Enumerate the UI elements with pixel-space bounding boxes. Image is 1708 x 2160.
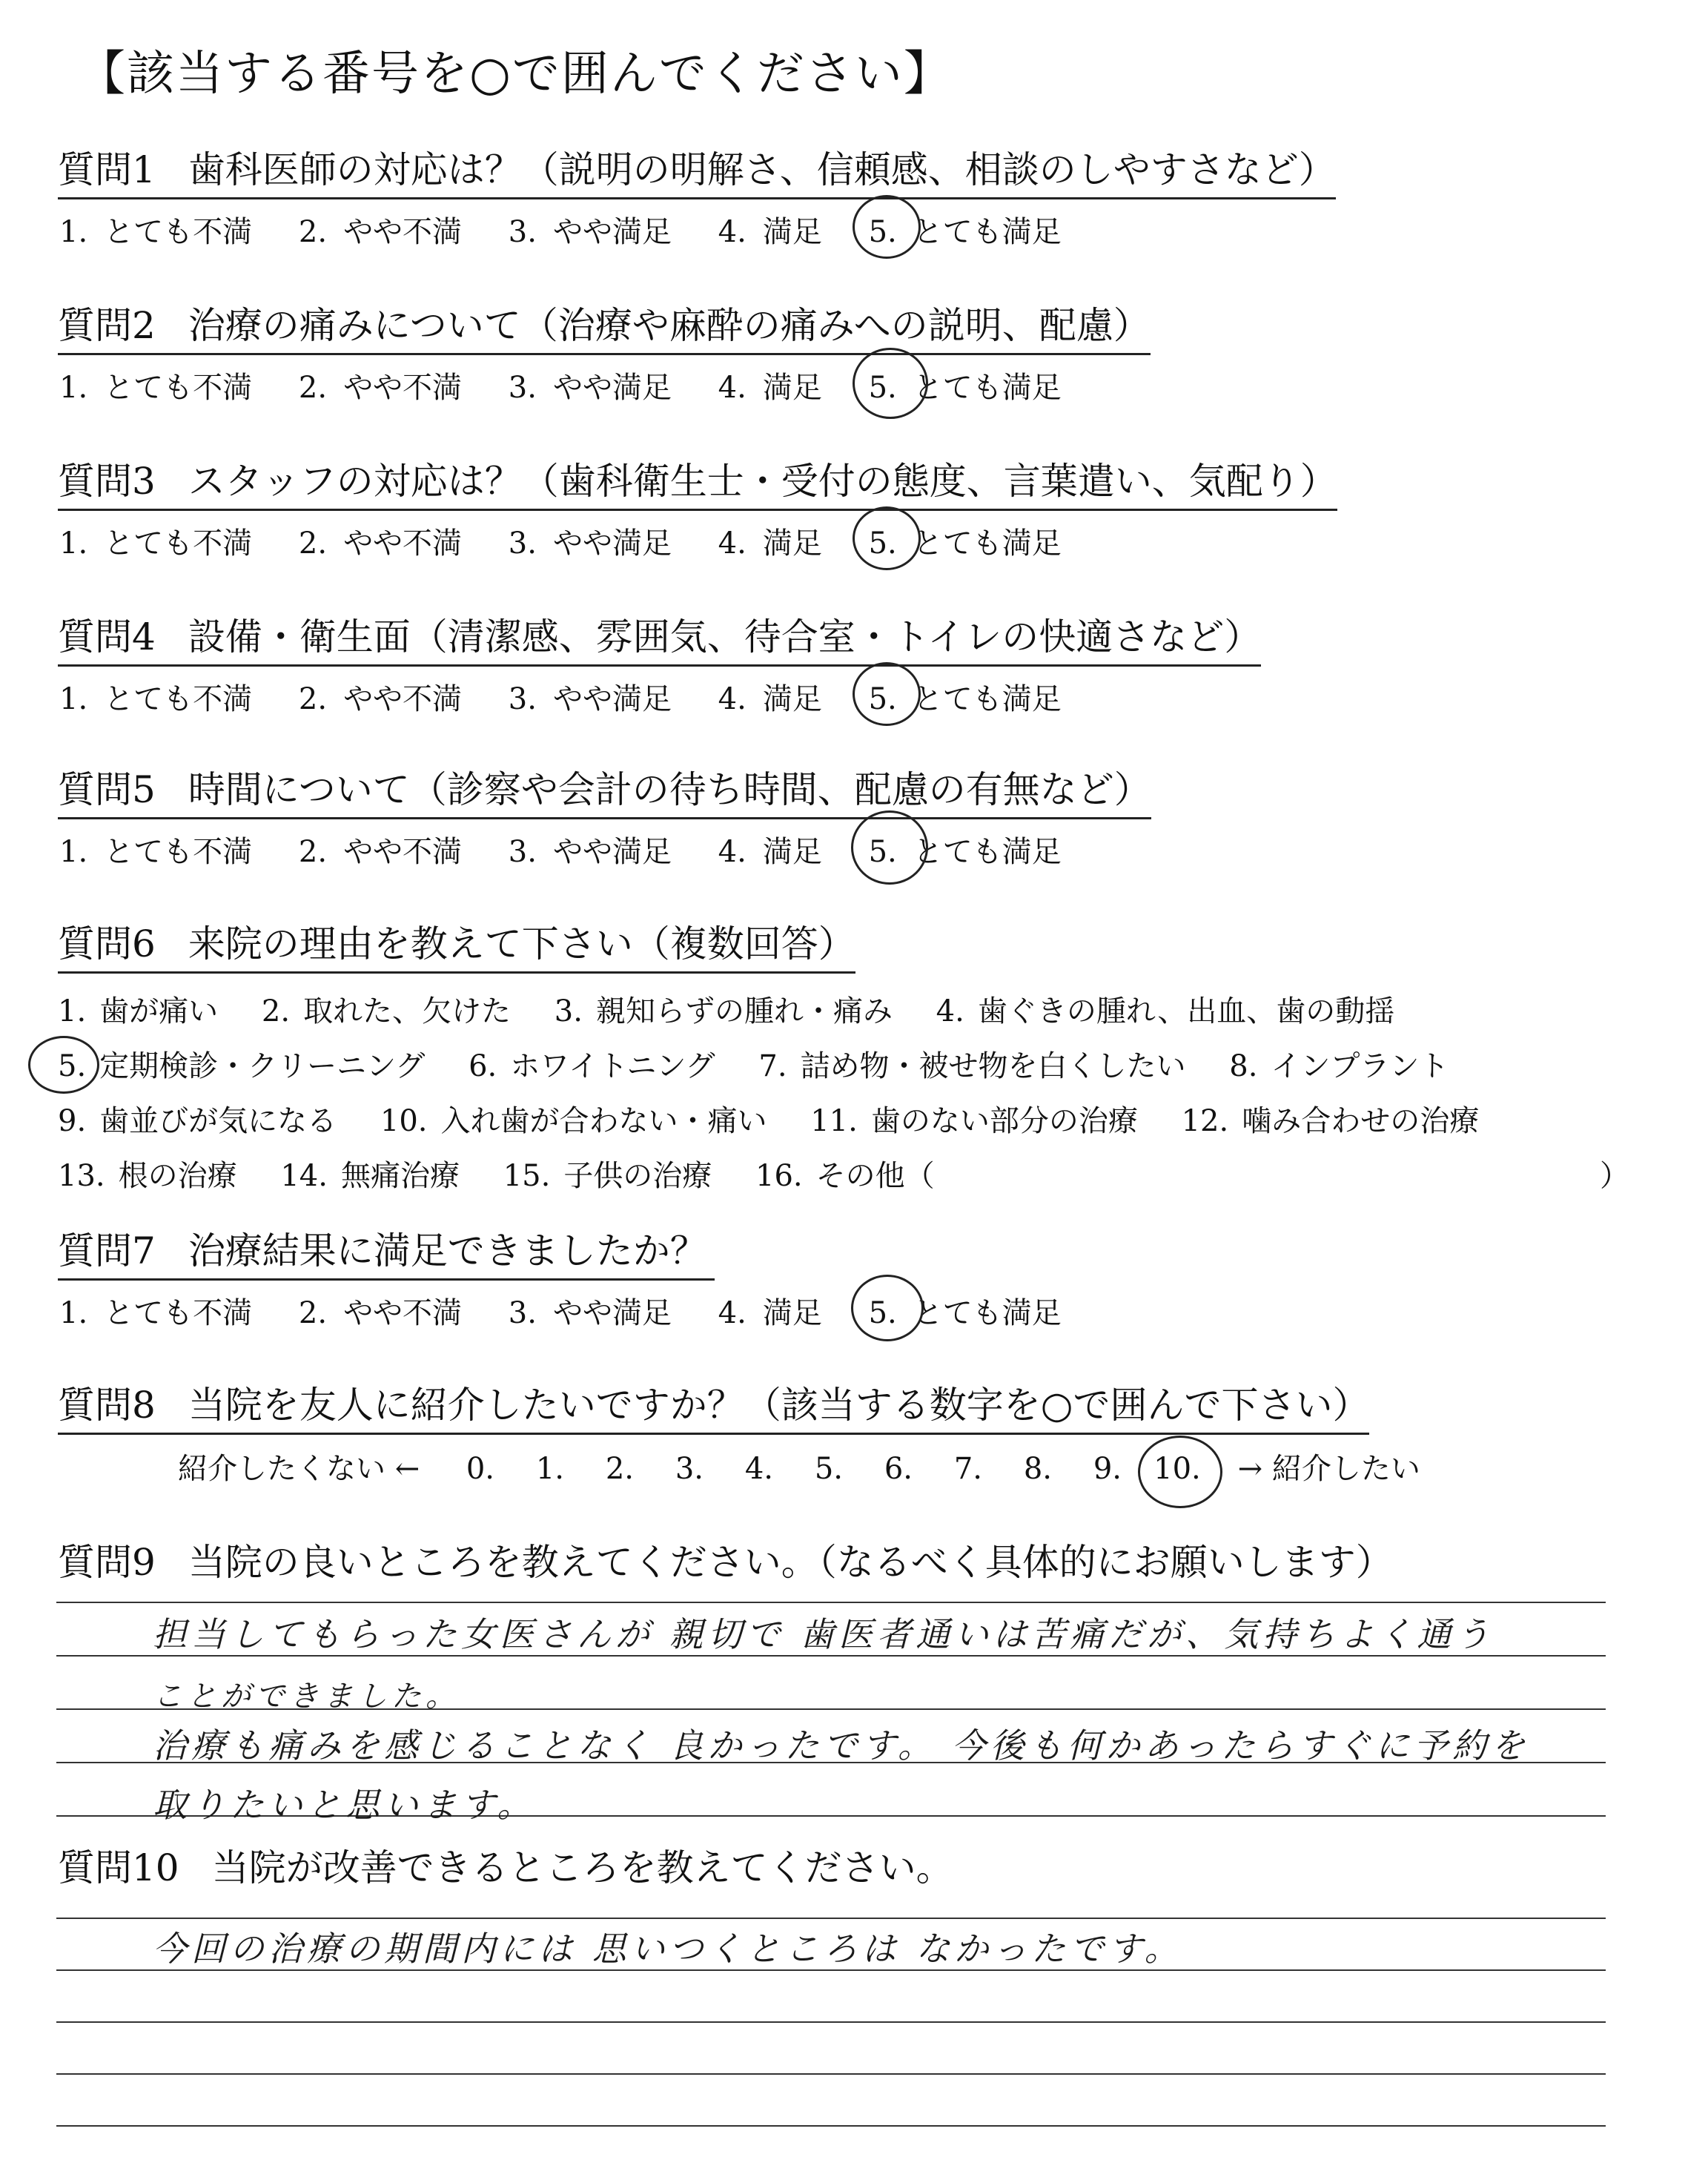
question-4 bbox=[58, 612, 1261, 718]
instruction-header: 【該当する番号を○で囲んでください】 bbox=[78, 47, 953, 102]
option-label: やや不満 bbox=[343, 526, 463, 561]
question-number: 質問8 bbox=[58, 1384, 156, 1427]
option-number: 5. bbox=[58, 1049, 87, 1083]
question-title bbox=[58, 457, 1337, 511]
option-number: 4. bbox=[718, 682, 747, 716]
option-label: 根の治療 bbox=[118, 1159, 237, 1193]
option-4[interactable] bbox=[718, 828, 822, 871]
option-number: 5. bbox=[868, 371, 897, 405]
q10-answer-area[interactable] bbox=[56, 1918, 1606, 2140]
question-text: 当院を友人に紹介したいですか？（該当する数字を○で囲んで下さい） bbox=[188, 1384, 1370, 1427]
reason-option[interactable] bbox=[936, 984, 1395, 1039]
option-number: 11. bbox=[810, 1104, 858, 1138]
option-number: 4. bbox=[718, 1296, 747, 1330]
option-number: 9. bbox=[58, 1104, 87, 1138]
option-number: 3. bbox=[508, 371, 537, 405]
option-3[interactable] bbox=[509, 520, 672, 562]
option-label: ホワイトニング bbox=[510, 1049, 715, 1083]
option-label: 詰め物・被せ物を白くしたい bbox=[800, 1049, 1186, 1083]
option-number: 2. bbox=[298, 215, 328, 249]
question-10 bbox=[58, 1843, 953, 1895]
question-title bbox=[58, 765, 1151, 819]
option-number: 10. bbox=[380, 1104, 428, 1138]
other-close-paren: ） bbox=[1600, 1159, 1629, 1193]
satisfaction-scale bbox=[59, 1289, 1099, 1332]
option-number: 12. bbox=[1181, 1104, 1229, 1138]
question-text: 治療結果に満足できましたか？ bbox=[188, 1229, 707, 1272]
question-title bbox=[58, 1843, 953, 1895]
scale-number[interactable]: 0. bbox=[466, 1452, 495, 1486]
answer-line bbox=[56, 1918, 1606, 1919]
scale-number[interactable]: 8. bbox=[1023, 1452, 1053, 1486]
option-label: 歯ぐきの腫れ、出血、歯の動揺 bbox=[977, 994, 1395, 1028]
option-number: 5. bbox=[868, 682, 897, 716]
option-label: やや満足 bbox=[552, 215, 672, 249]
option-5[interactable] bbox=[869, 208, 1062, 251]
option-4[interactable] bbox=[718, 364, 822, 406]
option-4[interactable] bbox=[718, 676, 822, 718]
option-number: 3. bbox=[508, 1296, 537, 1330]
option-number: 3. bbox=[508, 682, 537, 716]
option-2[interactable] bbox=[299, 1289, 462, 1332]
question-3 bbox=[58, 457, 1337, 562]
option-number: 2. bbox=[298, 1296, 328, 1330]
handwritten-answer: 担当してもらった女医さんが 親切で 歯医者通いは苦痛だが、気持ちよく通う bbox=[153, 1614, 1494, 1654]
option-label: 子供の治療 bbox=[563, 1159, 712, 1193]
option-number: 3. bbox=[508, 526, 537, 561]
option-4[interactable] bbox=[718, 520, 822, 562]
option-number: 4. bbox=[718, 371, 747, 405]
scale-right-label: → 紹介したい bbox=[1237, 1452, 1420, 1486]
question-title bbox=[58, 1226, 715, 1281]
option-4[interactable] bbox=[718, 208, 822, 251]
reason-option[interactable] bbox=[469, 1039, 715, 1094]
scale-number[interactable]: 6. bbox=[884, 1452, 913, 1486]
option-label: やや不満 bbox=[343, 1296, 463, 1330]
answer-line bbox=[56, 2021, 1606, 2023]
option-label: 歯並びが気になる bbox=[99, 1104, 337, 1138]
scale-number[interactable]: 1. bbox=[535, 1452, 565, 1486]
question-number: 質問5 bbox=[58, 768, 156, 811]
option-5[interactable] bbox=[869, 364, 1062, 406]
option-5[interactable] bbox=[869, 828, 1062, 871]
question-text: 設備・衛生面（清潔感、雰囲気、待合室・トイレの快適さなど） bbox=[188, 615, 1262, 658]
option-label: やや不満 bbox=[343, 835, 463, 869]
option-label: とても不満 bbox=[104, 526, 253, 561]
question-title bbox=[58, 145, 1336, 199]
option-label: とても満足 bbox=[913, 1296, 1062, 1330]
reason-option[interactable] bbox=[58, 1094, 337, 1149]
option-label: とても不満 bbox=[104, 835, 253, 869]
reason-options bbox=[58, 984, 1629, 1203]
reason-row bbox=[58, 1094, 1513, 1149]
option-label: とても不満 bbox=[104, 371, 253, 405]
option-number: 7. bbox=[758, 1049, 787, 1083]
question-title bbox=[58, 612, 1261, 667]
option-label: 取れた、欠けた bbox=[303, 994, 512, 1028]
option-label: 入れ歯が合わない・痛い bbox=[440, 1104, 767, 1138]
option-label: とても満足 bbox=[913, 371, 1062, 405]
option-label: とても不満 bbox=[104, 1296, 253, 1330]
option-label: とても不満 bbox=[104, 682, 253, 716]
question-title bbox=[58, 1538, 1393, 1590]
scale-number[interactable]: 4. bbox=[744, 1452, 774, 1486]
option-label: 満足 bbox=[762, 526, 822, 561]
option-label: 満足 bbox=[762, 215, 822, 249]
reason-option[interactable] bbox=[810, 1094, 1138, 1149]
option-3[interactable] bbox=[509, 208, 672, 251]
option-number: 5. bbox=[868, 215, 897, 249]
question-9 bbox=[58, 1538, 1393, 1590]
option-number: 1. bbox=[59, 526, 88, 561]
reason-row bbox=[58, 1149, 1629, 1203]
option-1[interactable] bbox=[59, 364, 252, 406]
option-number: 15. bbox=[503, 1159, 551, 1193]
question-number: 質問4 bbox=[58, 615, 156, 658]
reason-option[interactable] bbox=[758, 1039, 1185, 1094]
option-label: とても満足 bbox=[913, 215, 1062, 249]
option-2[interactable] bbox=[299, 828, 462, 871]
option-number: 2. bbox=[298, 526, 328, 561]
option-number: 1. bbox=[59, 371, 88, 405]
scale-number[interactable]: 9. bbox=[1093, 1452, 1122, 1486]
question-title bbox=[58, 919, 855, 974]
reason-option[interactable] bbox=[1229, 1039, 1449, 1094]
option-label: やや不満 bbox=[343, 371, 463, 405]
option-number: 1. bbox=[59, 835, 88, 869]
option-5[interactable] bbox=[869, 520, 1062, 562]
option-label: インプラント bbox=[1271, 1049, 1449, 1083]
option-1[interactable] bbox=[59, 520, 252, 562]
option-label: やや満足 bbox=[552, 371, 672, 405]
answer-line bbox=[56, 2125, 1606, 2127]
option-2[interactable] bbox=[299, 364, 462, 406]
question-title bbox=[58, 301, 1151, 355]
option-number: 5. bbox=[868, 1296, 897, 1330]
question-text: 当院が改善できるところを教えてください。 bbox=[211, 1846, 953, 1889]
question-2 bbox=[58, 301, 1151, 406]
question-number: 質問7 bbox=[58, 1229, 156, 1272]
question-text: 歯科医師の対応は？（説明の明解さ、信頼感、相談のしやすさなど） bbox=[188, 148, 1336, 191]
option-label: やや満足 bbox=[552, 1296, 672, 1330]
option-label: 親知らずの腫れ・痛み bbox=[595, 994, 893, 1028]
scale-number[interactable]: 2. bbox=[605, 1452, 635, 1486]
option-number: 4. bbox=[718, 215, 747, 249]
reason-option[interactable] bbox=[1182, 1094, 1480, 1149]
option-label: やや満足 bbox=[552, 526, 672, 561]
option-1[interactable] bbox=[59, 1289, 252, 1332]
reason-option[interactable] bbox=[503, 1149, 712, 1203]
question-text: 治療の痛みについて（治療や麻酔の痛みへの説明、配慮） bbox=[188, 304, 1151, 347]
reason-row bbox=[58, 984, 1513, 1039]
option-label: 噛み合わせの治療 bbox=[1242, 1104, 1480, 1138]
option-number: 2. bbox=[298, 682, 328, 716]
option-number: 6. bbox=[469, 1049, 497, 1083]
answer-line bbox=[56, 1602, 1606, 1603]
question-8 bbox=[58, 1381, 1437, 1487]
question-number: 質問1 bbox=[58, 148, 156, 191]
option-number: 1. bbox=[59, 682, 88, 716]
reason-option[interactable] bbox=[58, 984, 218, 1039]
reason-option[interactable] bbox=[58, 1149, 237, 1203]
option-label: 満足 bbox=[762, 1296, 822, 1330]
option-2[interactable] bbox=[299, 208, 462, 251]
question-number: 質問6 bbox=[58, 922, 156, 965]
option-number: 8. bbox=[1229, 1049, 1258, 1083]
option-label: 無痛治療 bbox=[340, 1159, 460, 1193]
q9-answer-area[interactable] bbox=[56, 1602, 1606, 1824]
option-5[interactable] bbox=[869, 676, 1062, 718]
question-number: 質問3 bbox=[58, 460, 156, 503]
option-label: やや満足 bbox=[552, 835, 672, 869]
option-number: 1. bbox=[59, 1296, 88, 1330]
question-1 bbox=[58, 145, 1336, 251]
option-1[interactable] bbox=[59, 828, 252, 871]
question-5 bbox=[58, 765, 1151, 871]
handwritten-answer: 治療も痛みを感じることなく 良かったです。 今後も何かあったらすぐに予約を bbox=[153, 1725, 1530, 1766]
option-number: 1. bbox=[59, 215, 88, 249]
option-4[interactable] bbox=[718, 1289, 822, 1332]
option-label: 満足 bbox=[762, 835, 822, 869]
option-2[interactable] bbox=[299, 520, 462, 562]
reason-option[interactable] bbox=[58, 1039, 425, 1094]
option-label: 満足 bbox=[762, 371, 822, 405]
option-5[interactable] bbox=[869, 1289, 1062, 1332]
satisfaction-scale bbox=[59, 676, 1261, 718]
handwritten-answer: ことができました。 bbox=[153, 1680, 460, 1714]
satisfaction-scale bbox=[59, 828, 1151, 871]
option-1[interactable] bbox=[59, 208, 252, 251]
option-number: 2. bbox=[298, 835, 328, 869]
option-number: 13. bbox=[58, 1159, 105, 1193]
option-number: 5. bbox=[868, 835, 897, 869]
question-6 bbox=[58, 919, 1629, 1203]
option-number: 3. bbox=[508, 835, 537, 869]
option-number: 3. bbox=[554, 994, 583, 1028]
option-label: やや不満 bbox=[343, 682, 463, 716]
question-text: 来院の理由を教えて下さい（複数回答） bbox=[188, 922, 855, 965]
scale-left-label: 紹介したくない ← bbox=[178, 1452, 420, 1486]
option-label: 定期検診・クリーニング bbox=[99, 1049, 426, 1083]
option-2[interactable] bbox=[299, 676, 462, 718]
option-label: とても満足 bbox=[913, 526, 1062, 561]
question-number: 質問10 bbox=[58, 1846, 179, 1889]
option-label: とても満足 bbox=[913, 682, 1062, 716]
option-number: 2. bbox=[261, 994, 291, 1028]
option-label: とても満足 bbox=[913, 835, 1062, 869]
question-7 bbox=[58, 1226, 1099, 1332]
option-number: 4. bbox=[936, 994, 964, 1028]
satisfaction-scale bbox=[59, 208, 1336, 251]
option-label: 満足 bbox=[762, 682, 822, 716]
question-number: 質問9 bbox=[58, 1541, 156, 1584]
option-label: とても不満 bbox=[104, 215, 253, 249]
question-number: 質問2 bbox=[58, 304, 156, 347]
reason-row bbox=[58, 1039, 1513, 1094]
option-number: 2. bbox=[298, 371, 328, 405]
option-number: 4. bbox=[718, 835, 747, 869]
option-3[interactable] bbox=[509, 828, 672, 871]
question-title bbox=[58, 1381, 1369, 1435]
scale-number-label: 10. bbox=[1153, 1452, 1201, 1486]
option-number: 4. bbox=[718, 526, 747, 561]
option-number: 14. bbox=[280, 1159, 328, 1193]
option-3[interactable] bbox=[509, 364, 672, 406]
reason-option-other[interactable] bbox=[755, 1149, 935, 1203]
option-label: 歯が痛い bbox=[99, 994, 219, 1028]
option-number: 1. bbox=[58, 994, 87, 1028]
option-1[interactable] bbox=[59, 676, 252, 718]
question-text: 当院の良いところを教えてください。（なるべく具体的にお願いします） bbox=[188, 1541, 1393, 1584]
reason-option[interactable] bbox=[280, 1149, 460, 1203]
answer-line bbox=[56, 2073, 1606, 2075]
scale-number[interactable]: 7. bbox=[953, 1452, 983, 1486]
handwritten-answer: 取りたいと思います。 bbox=[153, 1785, 536, 1825]
scale-number[interactable]: 3. bbox=[675, 1452, 704, 1486]
reason-option[interactable] bbox=[380, 1094, 767, 1149]
option-label: 歯のない部分の治療 bbox=[870, 1104, 1138, 1138]
option-number: 3. bbox=[508, 215, 537, 249]
option-3[interactable] bbox=[509, 1289, 672, 1332]
option-number: 5. bbox=[868, 526, 897, 561]
option-label: やや満足 bbox=[552, 682, 672, 716]
question-text: 時間について（診察や会計の待ち時間、配慮の有無など） bbox=[188, 768, 1151, 811]
question-text: スタッフの対応は？（歯科衛生士・受付の態度、言葉遣い、気配り） bbox=[188, 460, 1337, 503]
option-3[interactable] bbox=[509, 676, 672, 718]
option-label: やや不満 bbox=[343, 215, 463, 249]
handwritten-answer: 今回の治療の期間内には 思いつくところは なかったです。 bbox=[153, 1929, 1183, 1969]
option-number: 16. bbox=[755, 1159, 803, 1193]
recommend-scale bbox=[162, 1445, 1437, 1487]
reason-option[interactable] bbox=[555, 984, 893, 1039]
scale-number[interactable]: 5. bbox=[814, 1452, 844, 1486]
scale-number-selected[interactable] bbox=[1142, 1452, 1212, 1486]
satisfaction-scale bbox=[59, 364, 1151, 406]
satisfaction-scale bbox=[59, 520, 1337, 562]
reason-option[interactable] bbox=[262, 984, 511, 1039]
option-label: その他（ bbox=[815, 1159, 935, 1193]
